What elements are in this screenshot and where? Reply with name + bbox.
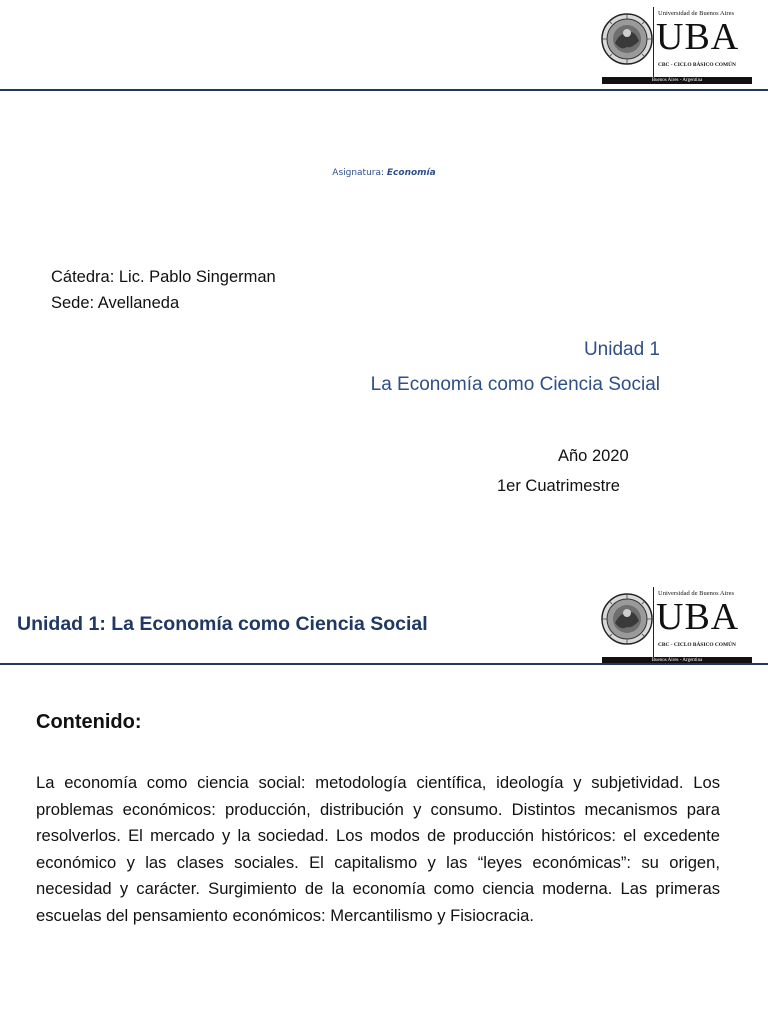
content-body: La economía como ciencia social: metodología científica, ideología y subjetividad. Los problemas económicos: producción, distribución y consumo. Distintos mecanismos para resolverlos. El mercado y la sociedad. Los modos de producción históricos: el excedente económico y las clases sociales. El capitalismo y las “leyes económicas”: su origen, necesidad y carácter. Surgimiento de la economía como ciencia moderna. Las primeras escuelas del pensamiento económicos: Mercantilismo y Fisiocracia. <box>36 773 720 925</box>
uba-seal-icon <box>601 593 653 645</box>
uba-logo <box>601 7 751 83</box>
asignatura-value: Economía <box>386 168 436 178</box>
unidad-number: Unidad 1 <box>583 339 660 360</box>
sede: Sede: Avellaneda <box>51 294 180 312</box>
logo-subtitle: CBC - CICLO BÁSICO COMÚN <box>658 62 736 68</box>
slide-content <box>0 575 768 1024</box>
catedra: Cátedra: Lic. Pablo Singerman <box>51 268 276 286</box>
logo-subtitle: CBC - CICLO BÁSICO COMÚN <box>658 642 736 648</box>
logo-university: Universidad de Buenos Aires <box>658 10 735 17</box>
semester: 1er Cuatrimestre <box>497 477 620 495</box>
logo-location: Buenos Aires - Argentina <box>602 77 752 84</box>
uba-logo <box>601 587 751 663</box>
logo-acronym: UBA <box>656 16 740 58</box>
header-rule <box>0 89 768 91</box>
logo-university: Universidad de Buenos Aires <box>658 590 735 597</box>
asignatura-label: Asignatura: <box>332 168 387 178</box>
content-heading: Contenido: <box>36 711 142 733</box>
logo-location: Buenos Aires - Argentina <box>602 657 752 664</box>
unidad-title: La Economía como Ciencia Social <box>370 374 660 395</box>
logo-acronym: UBA <box>656 596 740 638</box>
asignatura <box>0 168 768 178</box>
slide-title: Unidad 1: La Economía como Ciencia Social <box>17 613 428 635</box>
header-rule <box>0 663 768 665</box>
year: Año 2020 <box>558 447 629 465</box>
logo-text-block <box>651 7 752 83</box>
logo-text-block <box>651 587 752 663</box>
uba-seal-icon <box>601 13 653 65</box>
